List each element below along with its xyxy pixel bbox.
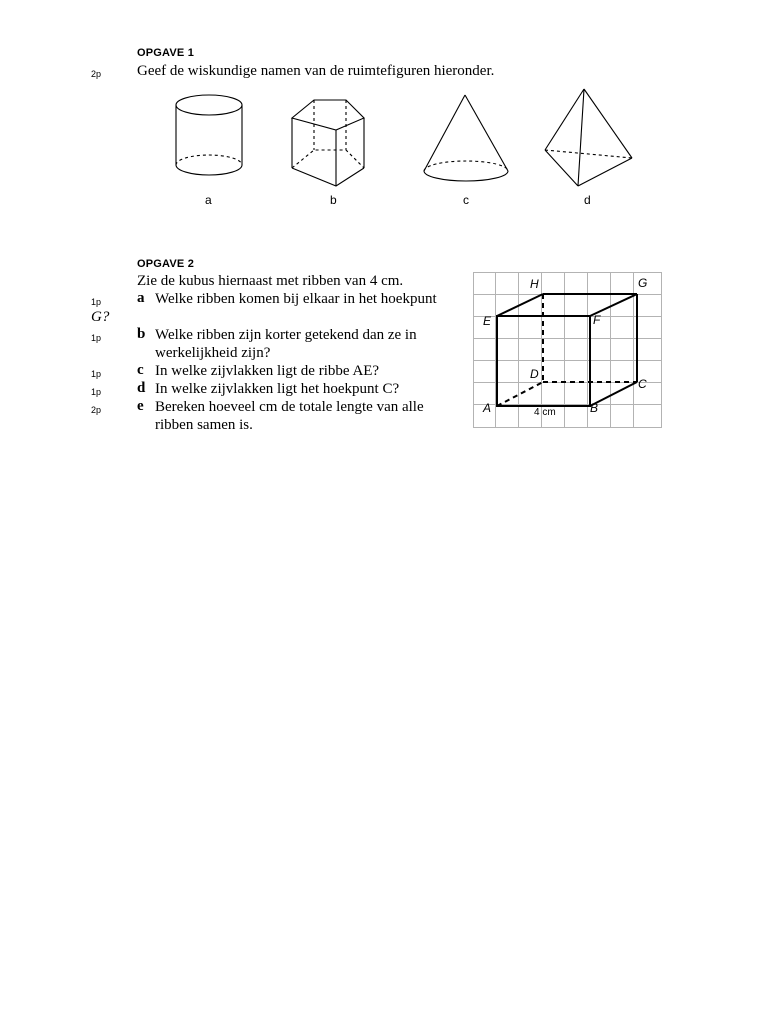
question-e-points: 2p <box>91 405 102 415</box>
question-b-points: 1p <box>91 333 102 343</box>
question-a-points: 1p <box>91 297 102 307</box>
question-c-line1: In welke zijvlakken ligt de ribbe AE? <box>155 363 380 379</box>
vertex-label-f: F <box>593 313 601 327</box>
figure-label-c: c <box>463 193 469 207</box>
question-a-line2: G? <box>91 309 110 325</box>
question-b-line2: werkelijkheid zijn? <box>155 345 271 361</box>
vertex-label-h: H <box>530 277 539 291</box>
question-a-letter: a <box>137 290 145 306</box>
cylinder-icon <box>170 92 248 184</box>
opgave2-intro: Zie de kubus hiernaast met ribben van 4 cm. <box>137 273 404 289</box>
figure-label-b: b <box>330 193 337 207</box>
question-b-line1: Welke ribben zijn korter getekend dan ze in <box>155 327 417 343</box>
question-c-letter: c <box>137 362 144 378</box>
vertex-label-e: E <box>483 314 492 328</box>
opgave2-heading: OPGAVE 2 <box>137 258 195 270</box>
opgave1-points: 2p <box>91 69 102 79</box>
opgave1-heading: OPGAVE 1 <box>137 47 195 59</box>
hexagonal-prism-icon <box>288 96 380 192</box>
question-d-line1: In welke zijvlakken ligt het hoekpunt C? <box>155 381 400 397</box>
pyramid-icon <box>540 86 638 190</box>
cone-icon <box>418 92 514 186</box>
question-c-points: 1p <box>91 369 102 379</box>
figure-label-a: a <box>205 193 212 207</box>
question-e-line1: Bereken hoeveel cm de totale lengte van alle <box>155 399 424 415</box>
vertex-label-a: A <box>483 401 492 415</box>
opgave1-question: Geef de wiskundige namen van de ruimtefiguren hieronder. <box>137 63 495 79</box>
question-e-letter: e <box>137 398 144 414</box>
vertex-label-c: C <box>638 377 647 391</box>
question-b-letter: b <box>137 326 146 342</box>
question-d-points: 1p <box>91 387 102 397</box>
vertex-label-d: D <box>530 367 539 381</box>
cube-figure <box>473 272 663 429</box>
vertex-label-b: B <box>590 401 599 415</box>
question-d-letter: d <box>137 380 146 396</box>
question-a-line1: Welke ribben komen bij elkaar in het hoekpunt <box>155 291 437 307</box>
vertex-label-g: G <box>638 276 648 290</box>
question-e-line2: ribben samen is. <box>155 417 253 433</box>
figure-label-d: d <box>584 193 591 207</box>
edge-length-label: 4 cm <box>534 407 556 418</box>
